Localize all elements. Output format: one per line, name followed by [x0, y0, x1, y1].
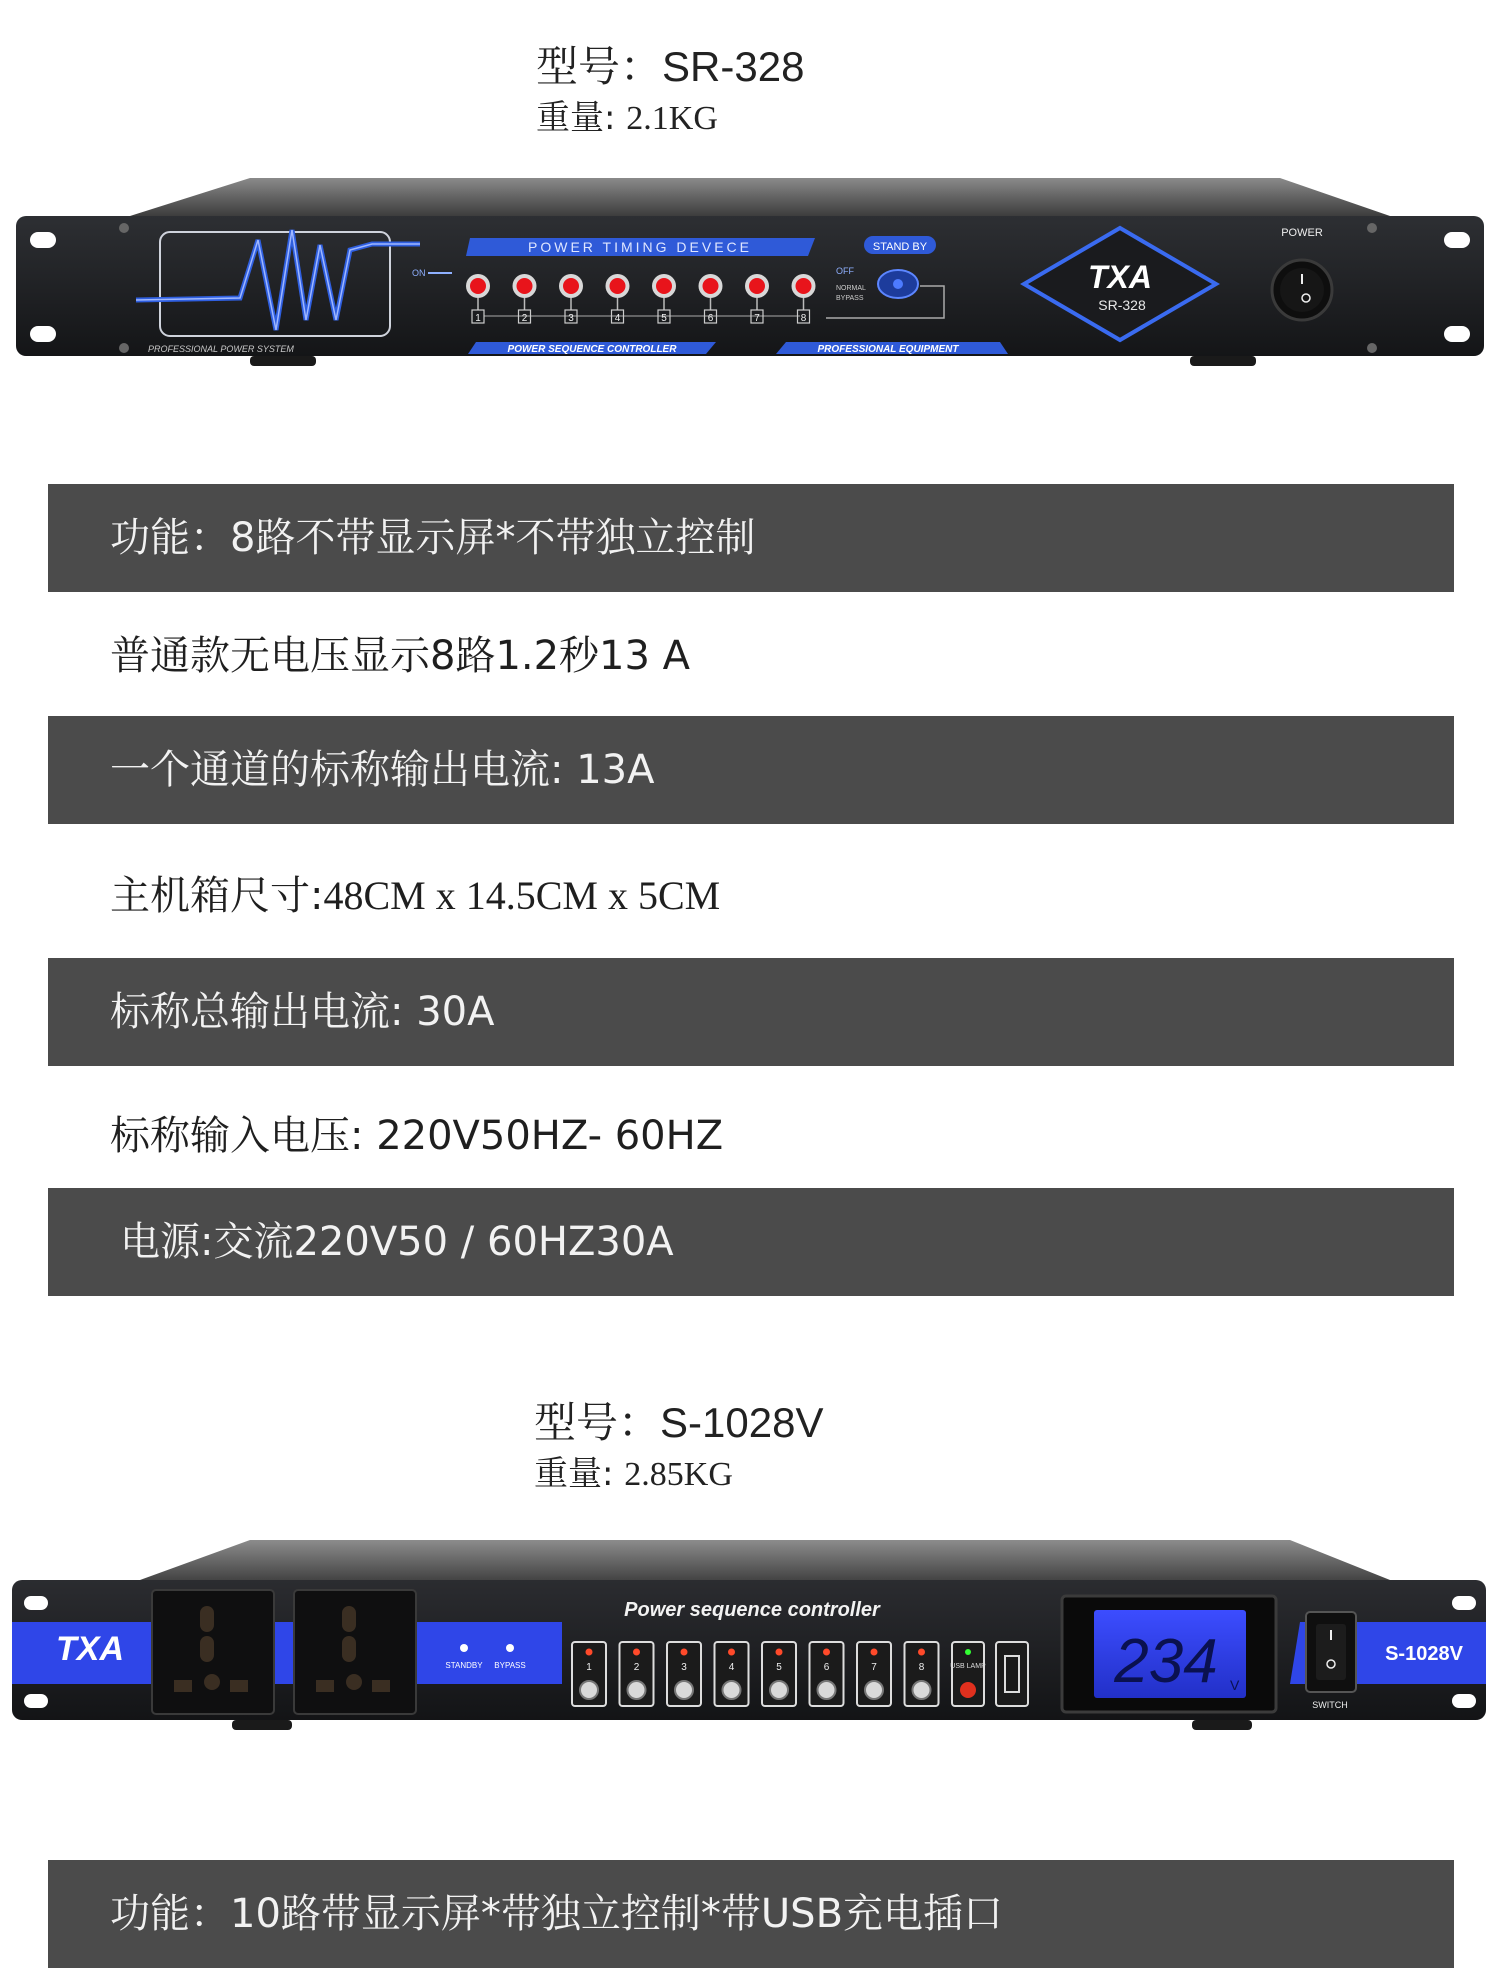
- weight-value: 2.1KG: [626, 100, 718, 137]
- switch-label: SWITCH: [1312, 1700, 1348, 1710]
- spec-row-function-2: [48, 1860, 1454, 1968]
- left-caption: PROFESSIONAL POWER SYSTEM: [148, 344, 294, 354]
- model-value: SR-328: [662, 43, 805, 90]
- product2-weight: [534, 1454, 733, 1495]
- off-label: OFF: [836, 266, 854, 276]
- model-label: 型号：: [534, 1398, 661, 1447]
- on-label: ON: [412, 268, 426, 278]
- spec-power-supply-text: 电源:交流220V50 / 60HZ30A: [120, 1219, 674, 1265]
- channel-number: 6: [707, 313, 714, 324]
- voltage-readout: 234: [1114, 1627, 1218, 1696]
- channel-number: 8: [918, 1662, 925, 1673]
- weight-label: 重量:: [536, 98, 627, 138]
- spec-row-total-current: [48, 958, 1454, 1066]
- power-label: POWER: [1281, 227, 1323, 239]
- brand-logo: TXA: [56, 1630, 124, 1668]
- spec-row-function: [48, 484, 1454, 592]
- spec-row-general: 普通款无电压显示8路1.2秒13 A: [110, 633, 691, 679]
- channel-number: 5: [776, 1662, 782, 1673]
- channel-button-8[interactable]: [905, 1642, 939, 1706]
- channel-number: 3: [681, 1662, 687, 1673]
- channel-button-2[interactable]: [620, 1642, 654, 1706]
- channel-button-4[interactable]: [715, 1642, 749, 1706]
- channel-number: 2: [521, 313, 528, 324]
- spec-row-input-voltage: 标称输入电压: 220V50HZ- 60HZ: [110, 1113, 724, 1159]
- brand-logo: TXA: [1088, 259, 1152, 295]
- weight-value: 2.85KG: [624, 1456, 733, 1493]
- product2-model: [534, 1398, 823, 1448]
- standby-label: STAND BY: [872, 241, 928, 253]
- channel-number: 3: [568, 313, 574, 324]
- channel-number: 1: [586, 1662, 592, 1673]
- spec-channel-current-text: 一个通道的标称输出电流: 13A: [110, 747, 655, 793]
- bottom-right-stripe: PROFESSIONAL EQUIPMENT: [817, 344, 959, 355]
- s1028v-device-image: [0, 1530, 1500, 1750]
- model-badge: SR-328: [1098, 297, 1146, 313]
- model-label: 型号：: [536, 42, 663, 91]
- voltage-unit: V: [1230, 1677, 1240, 1693]
- usb-lamp-label: USB LAMP: [950, 1663, 986, 1670]
- channel-number: 8: [800, 313, 807, 324]
- channel-number: 4: [614, 313, 621, 324]
- spec-function-2-text: 功能：10路带显示屏*带独立控制*带USB充电插口: [110, 1891, 1004, 1937]
- channel-number: 2: [633, 1662, 640, 1673]
- channel-button-3[interactable]: [667, 1642, 701, 1706]
- spec-total-current-text: 标称总输出电流: 30A: [110, 989, 495, 1035]
- model-badge: S-1028V: [1385, 1643, 1463, 1665]
- channel-number: 5: [661, 313, 667, 324]
- product1-weight: [536, 98, 718, 139]
- timing-banner: POWER TIMING DEVECE: [528, 239, 752, 255]
- weight-label: 重量:: [534, 1454, 625, 1494]
- chassis-size-label: 主机箱尺寸:: [110, 873, 324, 919]
- channel-button-5[interactable]: [762, 1642, 796, 1706]
- controller-title: Power sequence controller: [624, 1599, 880, 1621]
- channel-number: 7: [754, 313, 760, 324]
- channel-number: 6: [823, 1662, 830, 1673]
- model-value: S-1028V: [660, 1399, 824, 1446]
- spec-row-chassis-size: [110, 864, 720, 921]
- channel-number: 4: [728, 1662, 735, 1673]
- spec-row-channel-current: [48, 716, 1454, 824]
- bypass-label: BYPASS: [494, 1661, 526, 1670]
- channel-button-6[interactable]: [810, 1642, 844, 1706]
- product1-model: [536, 42, 804, 92]
- channel-number: 7: [871, 1662, 877, 1673]
- chassis-size-value: 48CM x 14.5CM x 5CM: [323, 873, 721, 918]
- sr328-device-image: [0, 170, 1500, 380]
- normal-label: NORMAL: [836, 285, 866, 292]
- channel-button-7[interactable]: [857, 1642, 891, 1706]
- bottom-left-stripe: POWER SEQUENCE CONTROLLER: [507, 344, 677, 355]
- channel-number: 1: [475, 313, 481, 324]
- channel-button-1[interactable]: [572, 1642, 606, 1706]
- spec-row-power-supply: [48, 1188, 1454, 1296]
- bypass-label: BYPASS: [836, 295, 864, 302]
- spec-function-text: 功能：8路不带显示屏*不带独立控制: [110, 515, 756, 561]
- standby-label: STANDBY: [445, 1661, 483, 1670]
